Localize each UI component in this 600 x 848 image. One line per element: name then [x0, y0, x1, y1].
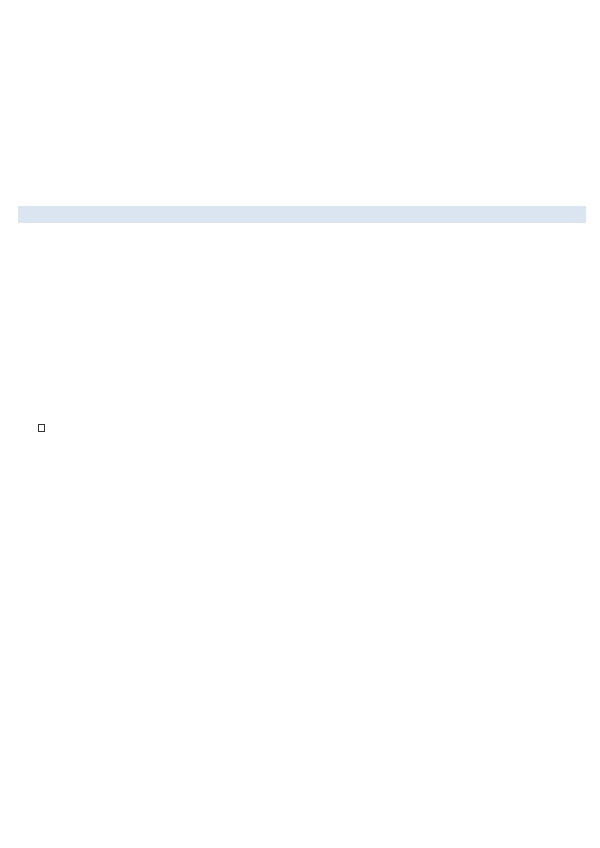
limitations-heading [36, 420, 45, 436]
checkbox-icon [38, 424, 45, 432]
section-heading-bar [18, 206, 586, 223]
